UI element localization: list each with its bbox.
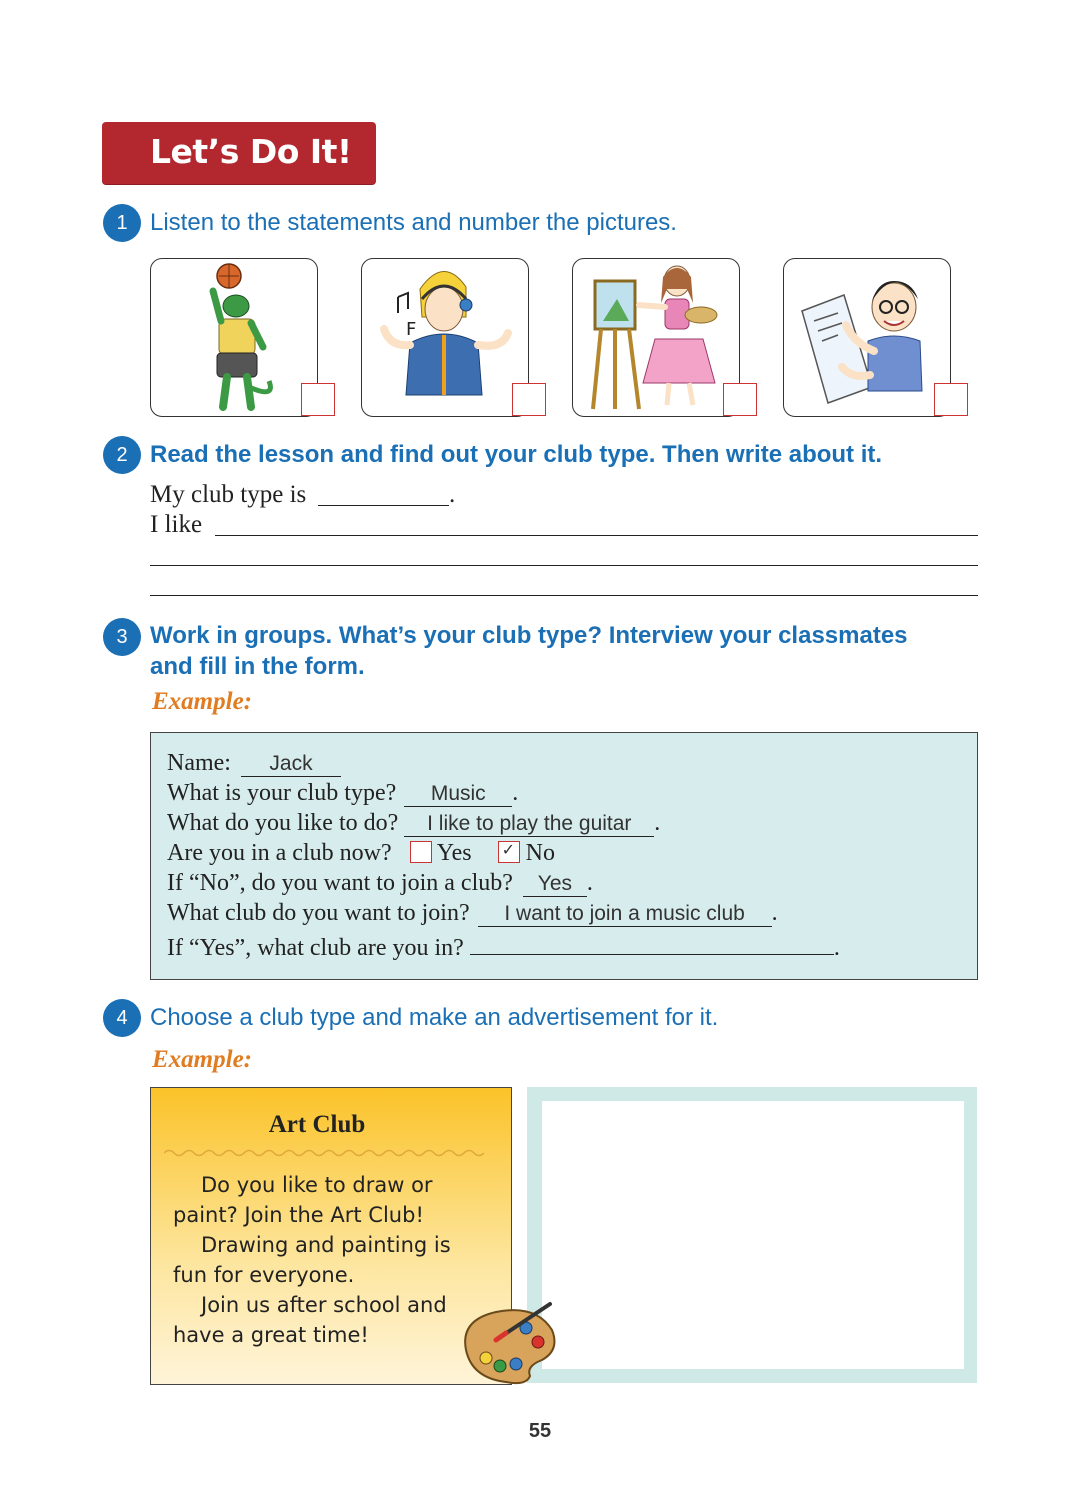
picture-music-listener	[361, 258, 529, 417]
step-number-2: 2	[103, 436, 141, 474]
no-label: No	[525, 840, 555, 866]
banner-title: Let’s Do It!	[150, 132, 352, 171]
like-answer: I like to play the guitar	[404, 812, 654, 837]
ad-body	[173, 1170, 451, 1350]
writing-line-2[interactable]	[150, 565, 978, 566]
wavy-divider	[164, 1148, 484, 1158]
in-club-question: Are you in a club now?	[167, 840, 392, 866]
paint-palette-icon	[456, 1300, 560, 1386]
yes-checkbox[interactable]	[410, 841, 432, 863]
answer-box-1[interactable]	[301, 383, 335, 416]
instruction-3-line2: and fill in the form.	[150, 653, 365, 680]
example-label-4: Example:	[152, 1046, 252, 1073]
form-row-like: What do you like to do? I like to play the guitar .	[167, 810, 661, 836]
music-listener-icon	[362, 259, 528, 416]
form-row-which-club: What club do you want to join? I want to join a music club .	[167, 900, 778, 926]
in-which-club-blank[interactable]	[470, 930, 834, 955]
ad-title: Art Club	[268, 1111, 366, 1138]
i-like-blank[interactable]	[215, 535, 978, 536]
answer-box-2[interactable]	[512, 383, 546, 416]
checkmark-icon: ✓	[501, 840, 516, 859]
ad-line-6: have a great time!	[173, 1323, 369, 1347]
ad-line-4: fun for everyone.	[173, 1263, 355, 1287]
svg-text:F: F	[406, 319, 417, 340]
ad-line-1: Do you like to draw or	[201, 1173, 433, 1197]
like-question: What do you like to do?	[167, 810, 399, 836]
picture-writer-boy	[783, 258, 951, 417]
join-answer: Yes	[523, 872, 587, 897]
blank-ad-area[interactable]	[542, 1101, 964, 1369]
no-checkbox[interactable]	[498, 841, 520, 863]
which-club-question: What club do you want to join?	[167, 900, 470, 926]
ad-line-2: paint? Join the Art Club!	[173, 1203, 424, 1227]
instruction-1: Listen to the statements and number the pictures.	[150, 209, 677, 236]
writer-boy-icon	[784, 259, 950, 416]
name-label: Name:	[167, 750, 231, 776]
step-number-4: 4	[103, 999, 141, 1037]
ad-line-3: Drawing and painting is	[201, 1233, 451, 1257]
instruction-3-line1: Work in groups. What’s your club type? Interview your classmates	[150, 622, 908, 649]
club-type-prompt: My club type is	[150, 481, 307, 508]
which-club-answer: I want to join a music club	[478, 902, 772, 927]
i-like-prompt: I like	[150, 511, 203, 538]
in-which-club-question: If “Yes”, what club are you in?	[167, 935, 464, 961]
ad-line-5: Join us after school and	[201, 1293, 447, 1317]
form-row-club-type: What is your club type? Music .	[167, 780, 519, 806]
club-type-period: .	[449, 481, 456, 508]
instruction-4: Choose a club type and make an advertisement for it.	[150, 1004, 719, 1031]
example-label-3: Example:	[152, 688, 252, 715]
writing-line-3[interactable]	[150, 595, 978, 596]
answer-box-4[interactable]	[934, 383, 968, 416]
club-type-blank[interactable]	[318, 505, 449, 506]
answer-box-3[interactable]	[723, 383, 757, 416]
form-row-in-which-club: If “Yes”, what club are you in? .	[167, 930, 840, 962]
step-number-1: 1	[103, 204, 141, 242]
instruction-2: Read the lesson and find out your club type. Then write about it.	[150, 441, 883, 468]
form-row-name	[167, 750, 341, 777]
join-question: If “No”, do you want to join a club?	[167, 870, 513, 896]
form-row-in-club	[167, 840, 555, 867]
picture-painter-girl	[572, 258, 740, 417]
form-row-join: If “No”, do you want to join a club? Yes .	[167, 870, 593, 896]
picture-basketball-player	[150, 258, 318, 417]
club-type-answer: Music	[404, 782, 512, 807]
club-type-question: What is your club type?	[167, 780, 397, 806]
page-number: 55	[528, 1420, 552, 1442]
basketball-player-icon	[151, 259, 317, 416]
name-answer: Jack	[241, 752, 341, 777]
step-number-3: 3	[103, 618, 141, 656]
yes-label: Yes	[436, 840, 472, 866]
painter-girl-icon	[573, 259, 739, 416]
